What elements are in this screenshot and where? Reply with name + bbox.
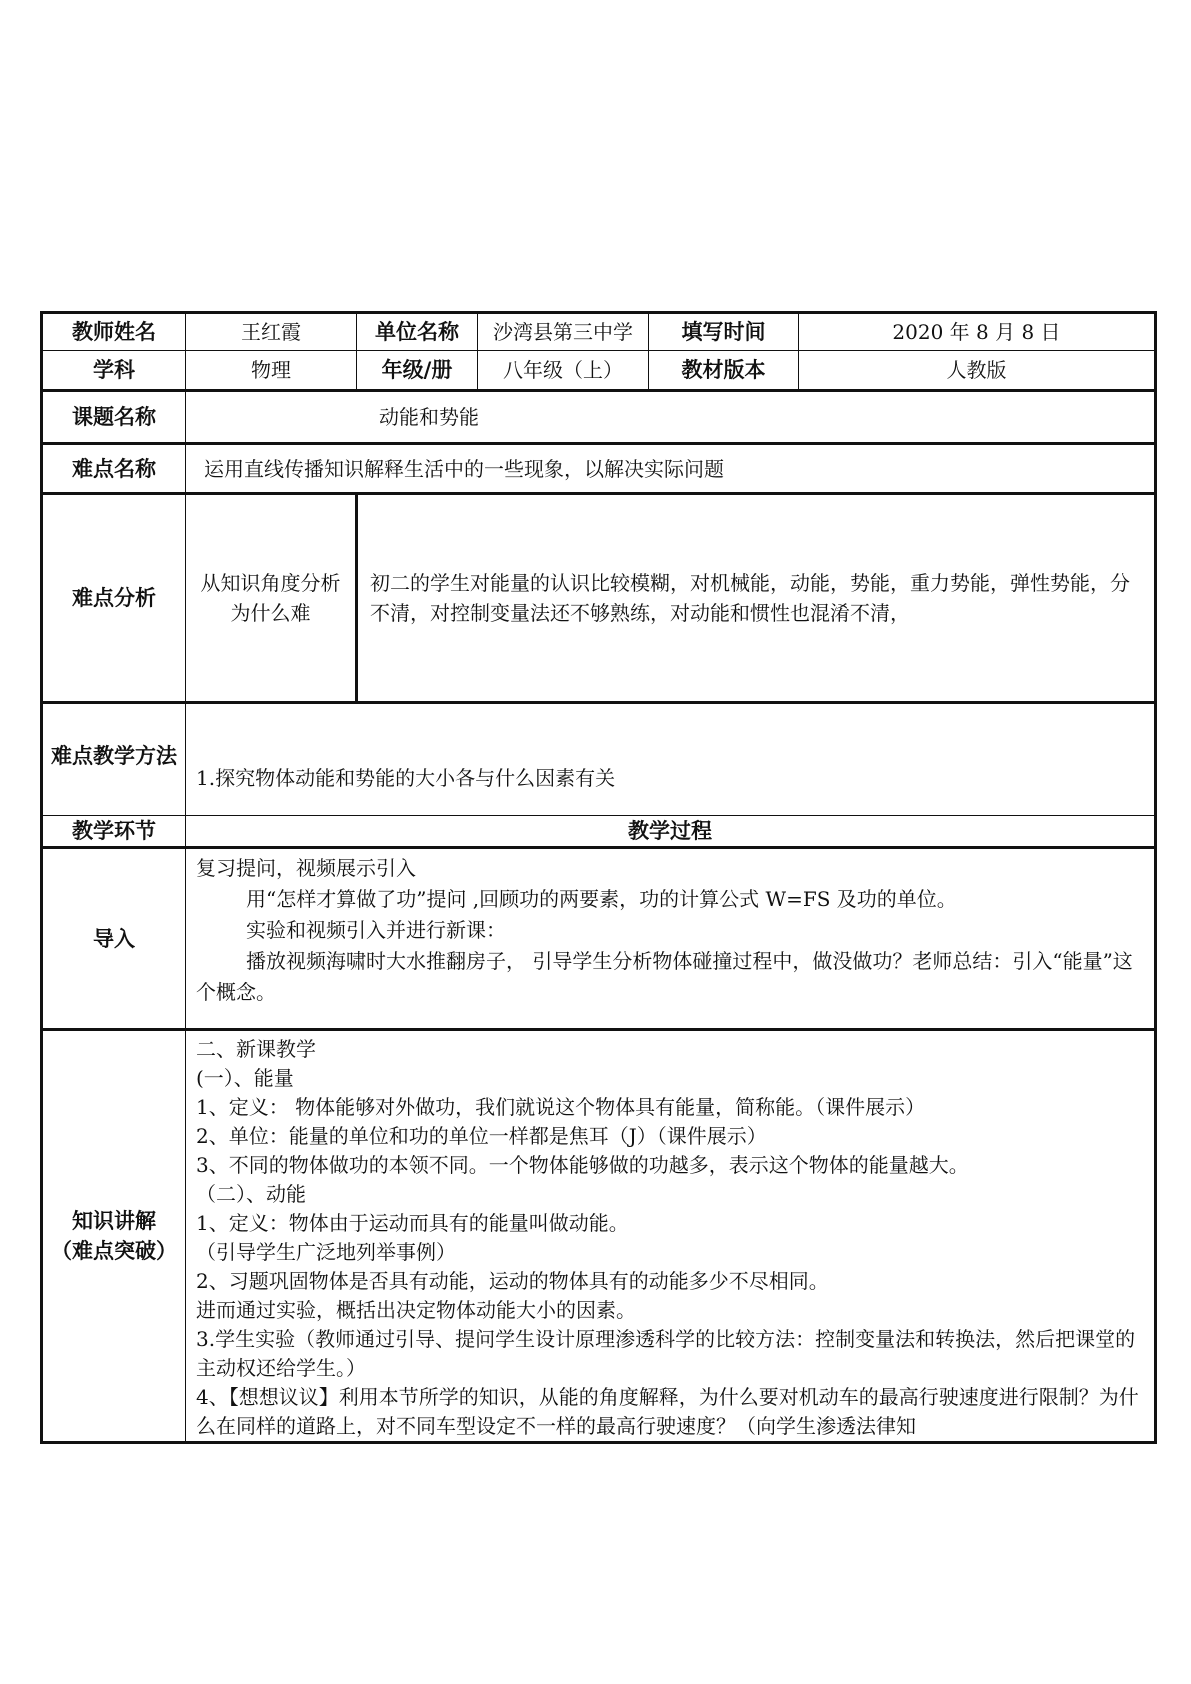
analysis-row [42, 494, 1156, 703]
method-row [42, 703, 1156, 816]
topic-label: 课题名称 [42, 391, 186, 444]
knowledge-label-line1: 知识讲解 [72, 1209, 156, 1233]
edition-value: 人教版 [799, 351, 1156, 391]
topic-row [42, 391, 1156, 444]
knowledge-line: 进而通过实验，概括出决定物体动能大小的因素。 [196, 1298, 636, 1322]
knowledge-line: 1、定义：物体由于运动而具有的能量叫做动能。 [196, 1211, 629, 1235]
lesson-plan-table [40, 311, 1157, 1444]
analysis-text: 初二的学生对能量的认识比较模糊，对机械能，动能，势能，重力势能，弹性势能，分不清，对控制变量法还不够熟练，对动能和惯性也混淆不清， [357, 494, 1156, 703]
intro-line: 实验和视频引入并进行新课： [246, 918, 506, 942]
edition-label: 教材版本 [649, 351, 799, 391]
knowledge-line: 二、新课教学 [196, 1037, 316, 1061]
knowledge-label [42, 1030, 186, 1443]
process-header-right: 教学过程 [186, 816, 1156, 848]
teacher-value: 王红霞 [186, 313, 357, 351]
topic-value: 动能和势能 [186, 391, 1156, 444]
intro-row [42, 848, 1156, 1030]
knowledge-line: （二）、动能 [196, 1182, 306, 1206]
knowledge-label-line2: （难点突破） [51, 1239, 177, 1263]
grade-label: 年级/册 [357, 351, 478, 391]
unit-label: 单位名称 [357, 313, 478, 351]
grade-value: 八年级（上） [478, 351, 649, 391]
analysis-label: 难点分析 [42, 494, 186, 703]
method-value: 1.探究物体动能和势能的大小各与什么因素有关 [186, 703, 1156, 816]
subject-value: 物理 [186, 351, 357, 391]
knowledge-line: 3.学生实验（教师通过引导、提问学生设计原理渗透科学的比较方法：控制变量法和转换法，然后把课堂的主动权还给学生。） [196, 1327, 1136, 1380]
method-label: 难点教学方法 [42, 703, 186, 816]
process-header-left: 教学环节 [42, 816, 186, 848]
subject-label: 学科 [42, 351, 186, 391]
date-value: 2020 年 8 月 8 日 [799, 313, 1156, 351]
knowledge-content [186, 1030, 1156, 1443]
knowledge-line: 3、不同的物体做功的本领不同。一个物体能够做的功越多，表示这个物体的能量越大。 [196, 1153, 969, 1177]
intro-line: 用“怎样才算做了功”提问 ,回顾功的两要素，功的计算公式 W=FS 及功的单位。 [246, 887, 957, 911]
difficulty-row [42, 444, 1156, 494]
date-label: 填写时间 [649, 313, 799, 351]
knowledge-line: （引导学生广泛地列举事例） [196, 1240, 456, 1264]
header-row-1 [42, 313, 1156, 351]
knowledge-line: 2、单位：能量的单位和功的单位一样都是焦耳（J）（课件展示） [196, 1124, 767, 1148]
difficulty-label: 难点名称 [42, 444, 186, 494]
header-row-2 [42, 351, 1156, 391]
process-header-row [42, 816, 1156, 848]
lesson-plan-document [40, 311, 1154, 1444]
knowledge-line: 4、【想想议议】利用本节所学的知识，从能的角度解释，为什么要对机动车的最高行驶速度进行限制？为什么在同样的道路上，对不同车型设定不一样的最高行驶速度？（向学生渗透法律知 [196, 1385, 1139, 1438]
knowledge-line: 2、习题巩固物体是否具有动能，运动的物体具有的动能多少不尽相同。 [196, 1269, 829, 1293]
intro-label: 导入 [42, 848, 186, 1030]
teacher-label: 教师姓名 [42, 313, 186, 351]
analysis-sub-label: 从知识角度分析为什么难 [186, 494, 357, 703]
unit-value: 沙湾县第三中学 [478, 313, 649, 351]
knowledge-line: 1、定义： 物体能够对外做功，我们就说这个物体具有能量，简称能。（课件展示） [196, 1095, 926, 1119]
difficulty-value: 运用直线传播知识解释生活中的一些现象，以解决实际问题 [186, 444, 1156, 494]
intro-content [186, 848, 1156, 1030]
intro-line: 播放视频海啸时大水推翻房子， 引导学生分析物体碰撞过程中，做没做功？老师总结：引入“能量”这个概念。 [196, 949, 1133, 1004]
knowledge-row [42, 1030, 1156, 1443]
knowledge-line: (一）、能量 [196, 1066, 294, 1090]
intro-line: 复习提问，视频展示引入 [196, 856, 416, 880]
